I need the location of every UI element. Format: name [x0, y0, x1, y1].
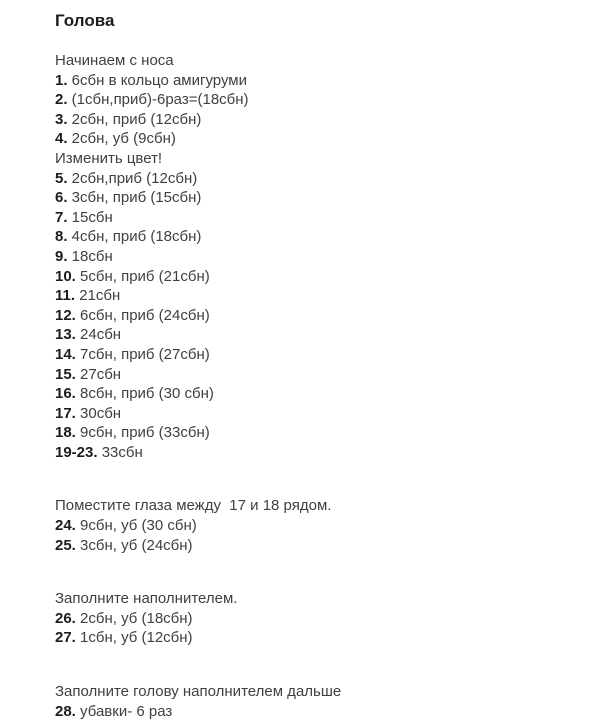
- row-text: 2сбн, уб (18сбн): [75, 609, 193, 627]
- pattern-line: [55, 423, 580, 443]
- pattern-line: [55, 51, 580, 71]
- row-number: 5.: [55, 169, 68, 187]
- row-number: 18.: [55, 424, 76, 442]
- pattern-line: [55, 682, 580, 702]
- row-text: Поместите глаза между 17 и 18 рядом.: [55, 497, 332, 515]
- row-number: 24.: [55, 517, 76, 535]
- row-number: 26.: [55, 609, 76, 627]
- row-text: 4сбн, приб (18сбн): [67, 228, 202, 246]
- row-text: 1сбн, уб (12сбн): [75, 629, 193, 647]
- row-number: 3.: [55, 110, 68, 128]
- row-text: 2сбн, уб (9сбн): [67, 130, 176, 148]
- row-text: 15сбн: [67, 208, 113, 226]
- pattern-line: [55, 325, 580, 345]
- pattern-line: [55, 208, 580, 228]
- row-number: 10.: [55, 267, 76, 285]
- row-number: 4.: [55, 130, 68, 148]
- row-text: 6сбн, приб (24сбн): [75, 306, 210, 324]
- section-stuffing: [55, 589, 580, 648]
- row-number: 19-23.: [55, 443, 98, 461]
- pattern-line: [55, 516, 580, 536]
- row-number: 14.: [55, 345, 76, 363]
- row-number: 2.: [55, 91, 68, 109]
- row-number: 11.: [55, 287, 76, 305]
- pattern-line: [55, 227, 580, 247]
- pattern-line: [55, 609, 580, 629]
- row-text: 5сбн, приб (21сбн): [75, 267, 210, 285]
- pattern-line: [55, 345, 580, 365]
- row-number: 27.: [55, 629, 76, 647]
- row-text: 3сбн, уб (24сбн): [75, 536, 193, 554]
- pattern-line: [55, 404, 580, 424]
- row-text: 33сбн: [97, 443, 143, 461]
- pattern-line: [55, 536, 580, 556]
- pattern-line: [55, 443, 580, 463]
- row-number: 28.: [55, 702, 76, 720]
- row-number: 8.: [55, 228, 68, 246]
- row-text: 6сбн в кольцо амигуруми: [67, 71, 247, 89]
- row-number: 6.: [55, 189, 68, 207]
- row-text: 30сбн: [75, 404, 122, 422]
- row-text: 9сбн, уб (30 сбн): [75, 517, 197, 535]
- pattern-line: [55, 702, 580, 722]
- pattern-line: [55, 306, 580, 326]
- row-text: 27сбн: [75, 365, 122, 383]
- row-text: убавки- 6 раз: [75, 702, 173, 720]
- row-number: 7.: [55, 208, 68, 226]
- pattern-line: [55, 188, 580, 208]
- pattern-line: [55, 496, 580, 516]
- row-text: 7сбн, приб (27сбн): [75, 345, 210, 363]
- row-text: 8сбн, приб (30 сбн): [75, 385, 214, 403]
- row-text: Заполните голову наполнителем дальше: [55, 683, 342, 701]
- row-text: 2сбн,приб (12сбн): [67, 169, 198, 187]
- row-text: 3сбн, приб (15сбн): [67, 189, 202, 207]
- pattern-line: [55, 247, 580, 267]
- row-text: Начинаем с носа: [55, 52, 174, 69]
- row-text: (1сбн,приб)-6раз=(18сбн): [67, 91, 249, 109]
- row-text: 9сбн, приб (33сбн): [75, 424, 210, 442]
- pattern-line: [55, 149, 580, 169]
- row-text: 21сбн: [75, 287, 121, 305]
- page-title: [55, 11, 580, 31]
- row-number: 12.: [55, 306, 76, 324]
- pattern-line: [55, 90, 580, 110]
- pattern-line: [55, 286, 580, 306]
- row-number: 16.: [55, 385, 76, 403]
- pattern-line: [55, 169, 580, 189]
- row-text: 2сбн, приб (12сбн): [67, 110, 202, 128]
- pattern-line: [55, 71, 580, 91]
- row-number: 25.: [55, 536, 76, 554]
- pattern-line: [55, 110, 580, 130]
- pattern-line: [55, 589, 580, 609]
- pattern-line: [55, 129, 580, 149]
- section-final-decreases: [55, 682, 580, 721]
- row-number: 15.: [55, 365, 76, 383]
- page-title-text: Голова: [55, 11, 115, 30]
- row-number: 13.: [55, 326, 76, 344]
- row-number: 17.: [55, 404, 76, 422]
- row-number: 9.: [55, 247, 68, 265]
- section-nose-and-increases: [55, 51, 580, 462]
- section-eyes-placement: [55, 496, 580, 555]
- row-text: Заполните наполнителем.: [55, 590, 238, 608]
- pattern-line: [55, 628, 580, 648]
- row-text: 18сбн: [67, 247, 113, 265]
- pattern-line: [55, 384, 580, 404]
- row-text: Изменить цвет!: [55, 149, 163, 167]
- row-text: 24сбн: [75, 326, 122, 344]
- pattern-line: [55, 267, 580, 287]
- pattern-line: [55, 365, 580, 385]
- row-number: 1.: [55, 71, 68, 89]
